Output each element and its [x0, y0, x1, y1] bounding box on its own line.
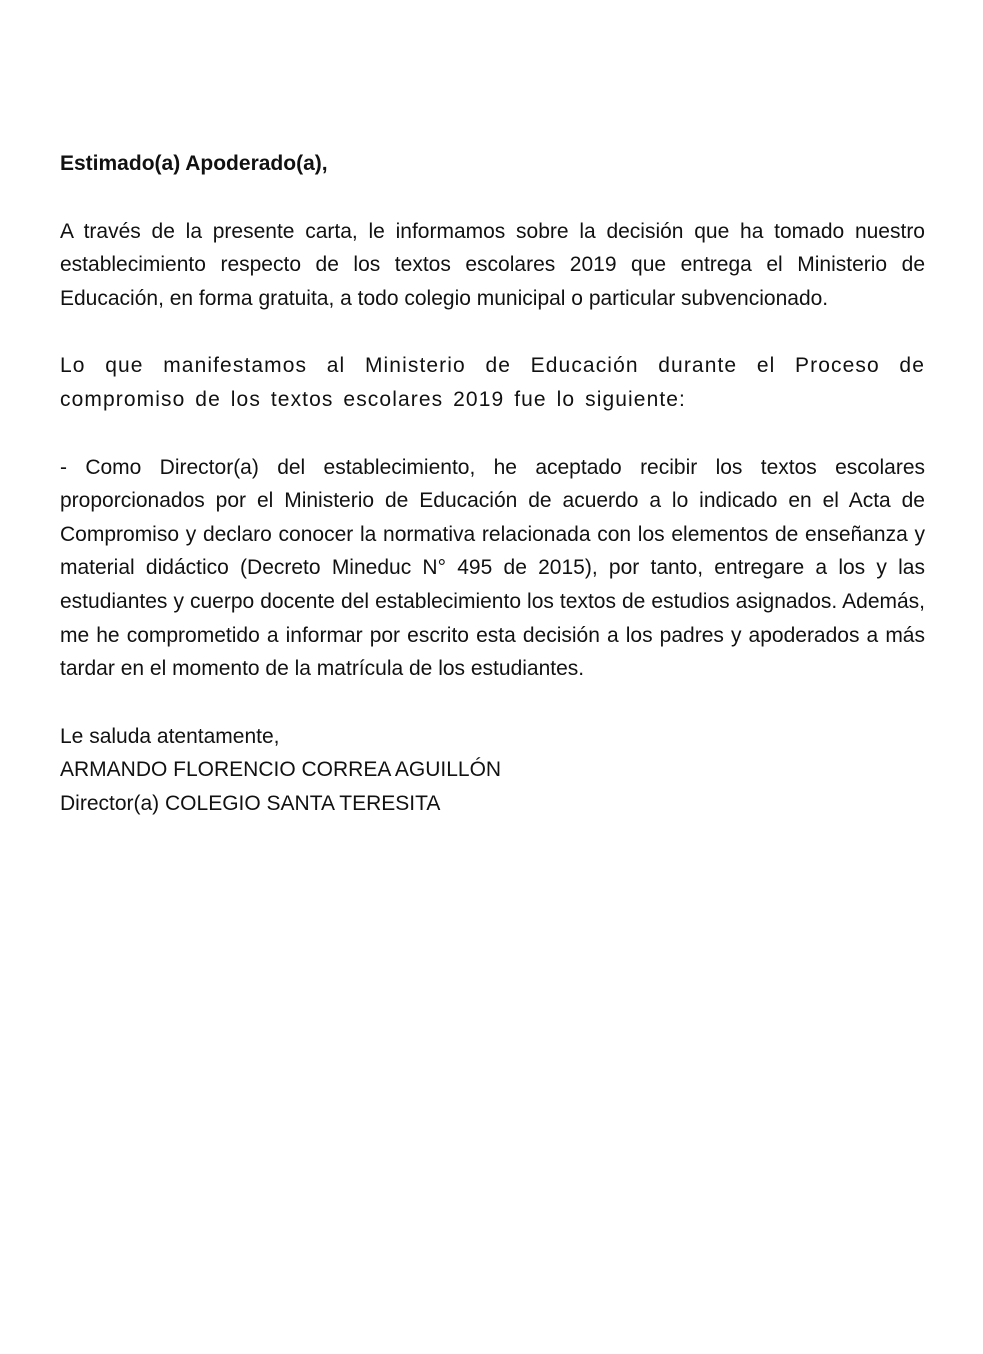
letter-closing-block [60, 720, 925, 821]
letter-paragraph-commitment: - Como Director(a) del establecimiento, he aceptado recibir los textos escolares proporcionados por el Ministerio de Educación de acuerdo a lo indicado en el Acta de Compromiso y declaro conocer la normativa relacionada con los elementos de enseñanza y material didáctico (Decreto Mineduc N° 495 de 2015), por tanto, entregare a los y las estudiantes y cuerpo docente del establecimiento los textos de estudios asignados. Además, me he comprometido a informar por escrito esta decisión a los padres y apoderados a más tardar en el momento de la matrícula de los estudiantes. [60, 455, 925, 681]
letter-paragraph-intro: A través de la presente carta, le informamos sobre la decisión que ha tomado nuestro establecimiento respecto de los textos escolares 2019 que entrega el Ministerio de Educación, en forma gratuita, a todo colegio municipal o particular subvencionado. [60, 219, 925, 310]
signer-title: Director(a) COLEGIO SANTA TERESITA [60, 791, 441, 815]
signer-name: ARMANDO FLORENCIO CORREA AGUILLÓN [60, 758, 502, 782]
letter-closing: Le saluda atentamente, [60, 724, 280, 748]
letter-page [60, 147, 925, 821]
letter-paragraph-statement: Lo que manifestamos al Ministerio de Educación durante el Proceso de compromiso de los textos escolares 2019 fue lo siguiente: [60, 354, 925, 411]
letter-greeting: Estimado(a) Apoderado(a), [60, 152, 328, 175]
